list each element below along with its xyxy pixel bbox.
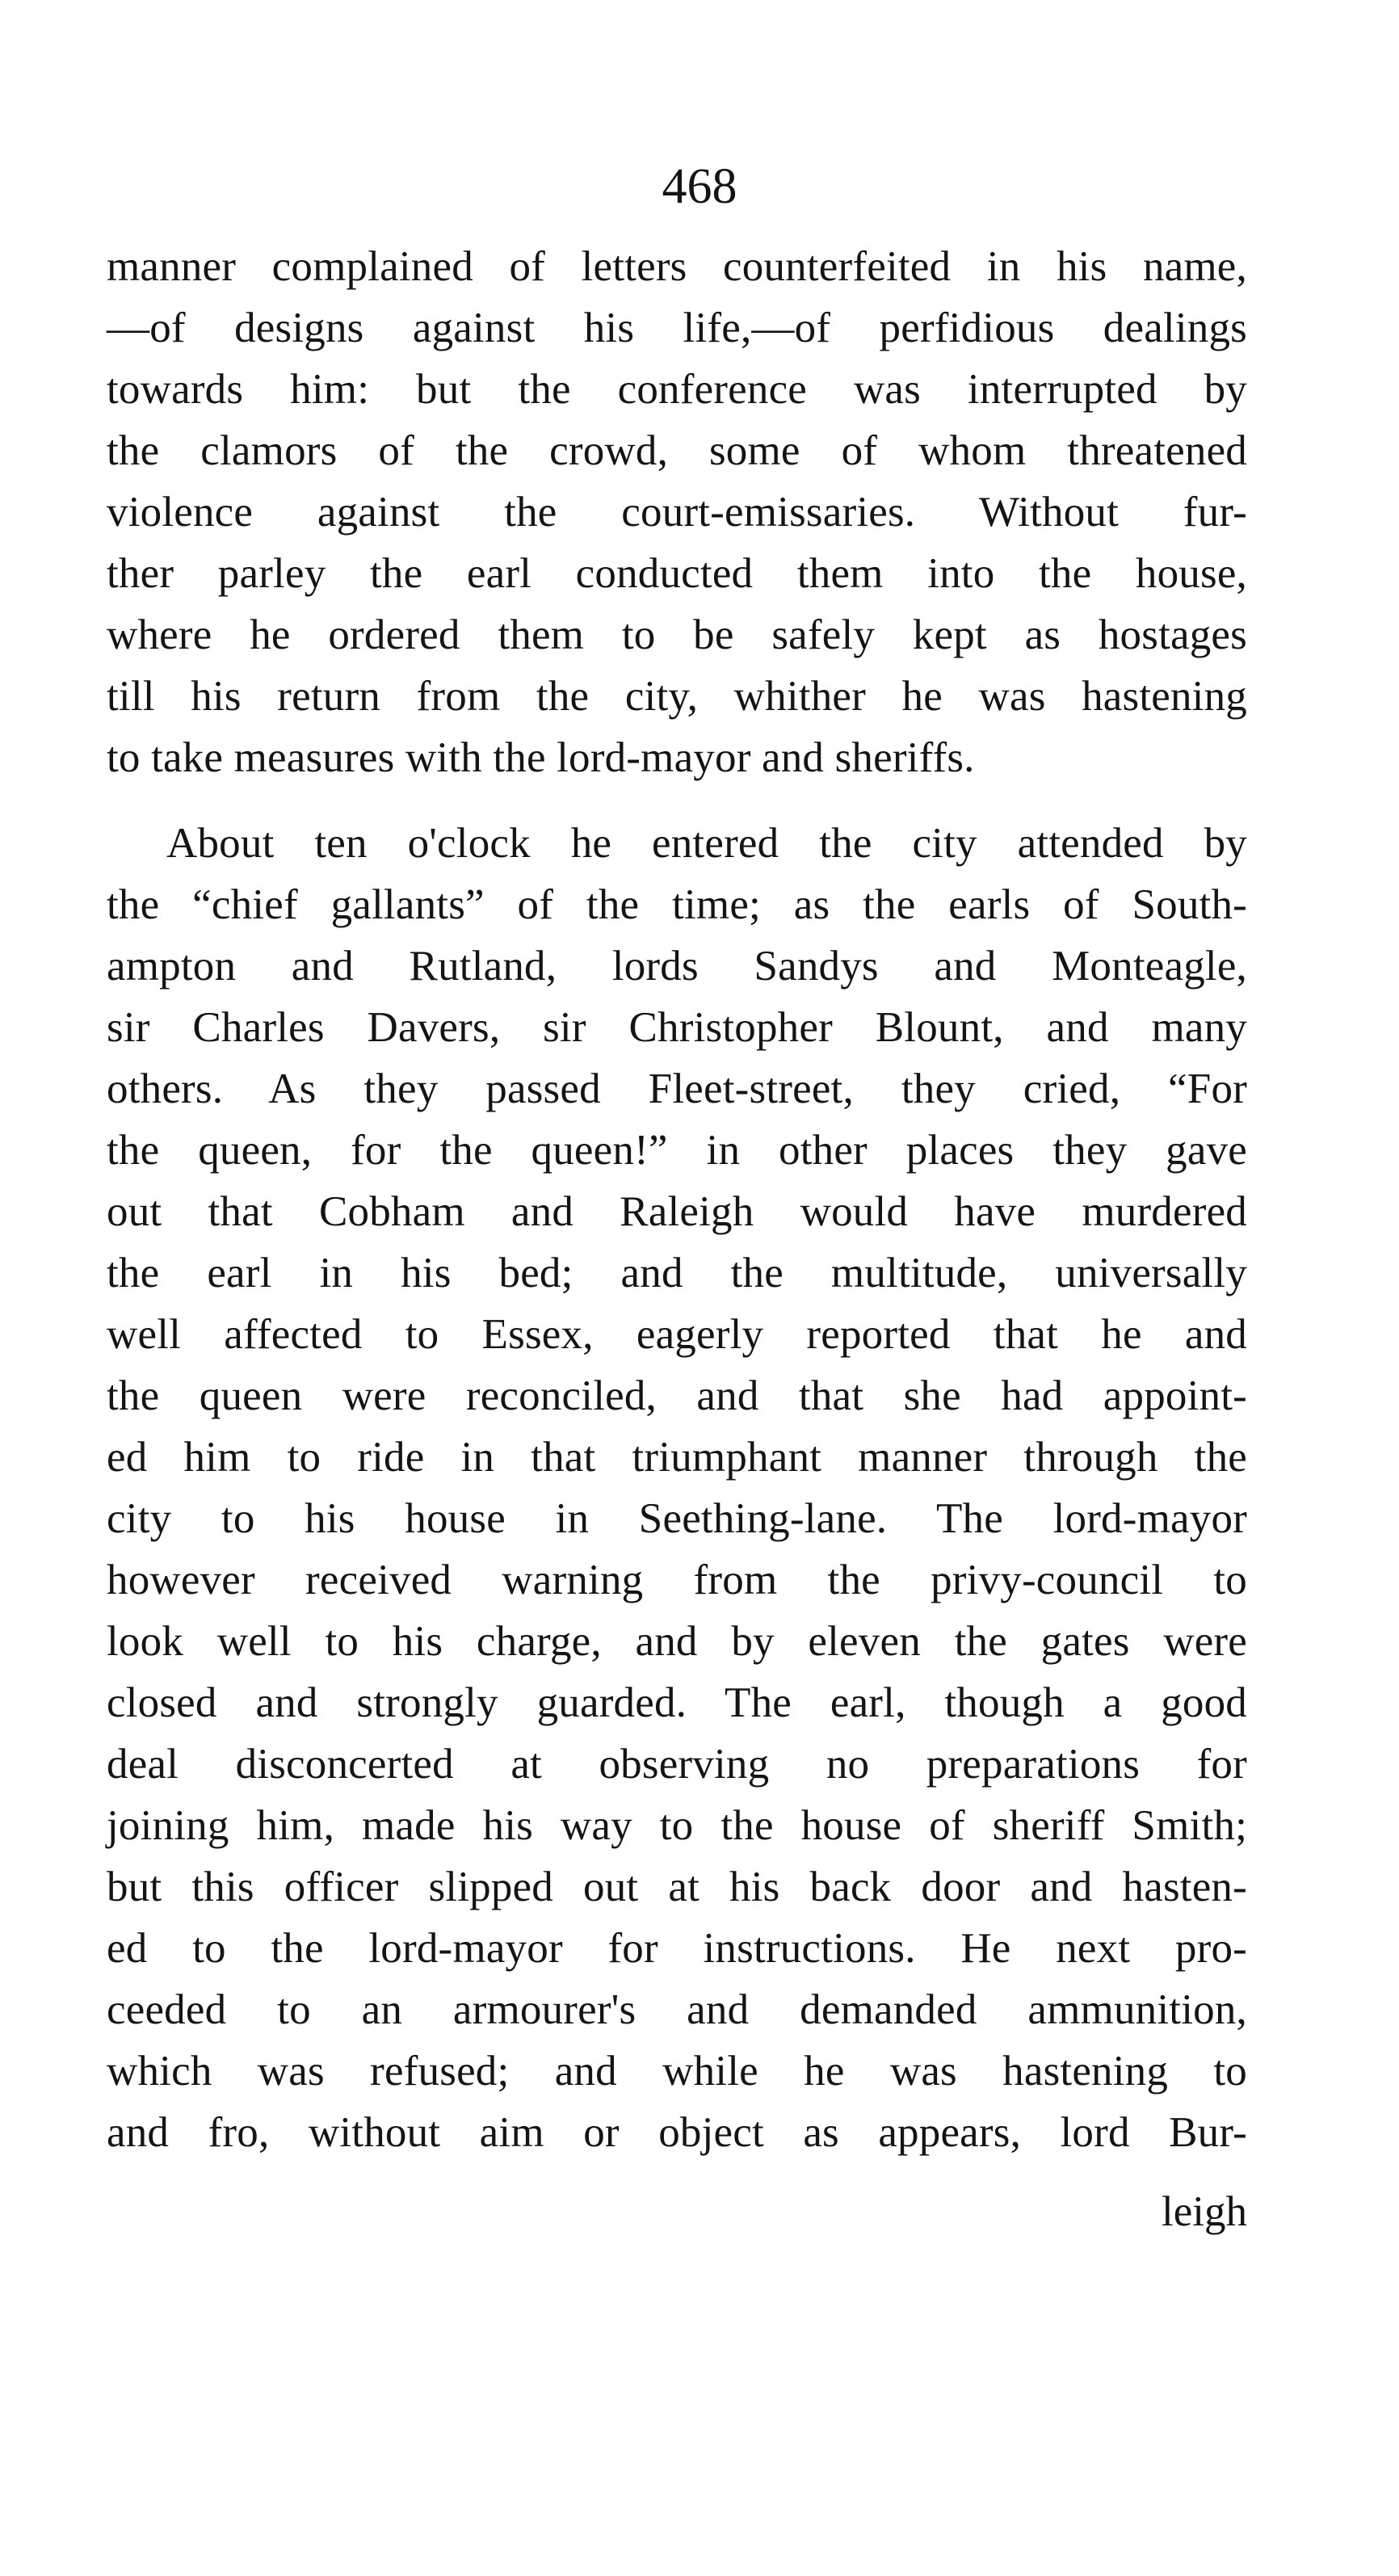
text-line: the “chief gallants” of the time; as the earls of South- xyxy=(107,881,1247,928)
text-line: manner complained of letters counterfeited in his name, xyxy=(107,243,1247,290)
text-line: but this officer slipped out at his back door and hasten- xyxy=(107,1864,1247,1910)
text-line: ed him to ride in that triumphant manner through the xyxy=(107,1434,1247,1481)
text-line: the queen, for the queen!” in other places they gave xyxy=(107,1127,1247,1174)
text-line: city to his house in Seething-lane. The lord-mayor xyxy=(107,1495,1247,1542)
text-line: ed to the lord-mayor for instructions. He next pro- xyxy=(107,1925,1247,1972)
text-line: joining him, made his way to the house of sheriff Smith; xyxy=(107,1802,1247,1849)
text-line: the clamors of the crowd, some of whom threatened xyxy=(107,427,1247,474)
text-line: deal disconcerted at observing no preparations for xyxy=(107,1741,1247,1788)
text-line: ceeded to an armourer's and demanded ammunition, xyxy=(107,1986,1247,2033)
page-number: 468 xyxy=(662,159,737,214)
text-line: where he ordered them to be safely kept as hostages xyxy=(107,611,1247,658)
text-line: ampton and Rutland, lords Sandys and Monteagle, xyxy=(107,943,1247,990)
text-line: to take measures with the lord-mayor and sheriffs. xyxy=(107,734,975,781)
text-line: well affected to Essex, eagerly reported that he and xyxy=(107,1311,1247,1358)
text-line: the queen were reconciled, and that she had appoint- xyxy=(107,1372,1247,1419)
text-line: towards him: but the conference was interrupted by xyxy=(107,366,1247,413)
text-line: About ten o'clock he entered the city attended by xyxy=(166,820,1247,867)
text-line: —of designs against his life,—of perfidious dealings xyxy=(107,305,1247,351)
text-line: however received warning from the privy-council to xyxy=(107,1557,1247,1603)
text-line: closed and strongly guarded. The earl, though a good xyxy=(107,1679,1247,1726)
text-line: the earl in his bed; and the multitude, universally xyxy=(107,1250,1247,1296)
text-line: and fro, without aim or object as appears, lord Bur- xyxy=(107,2109,1247,2156)
text-line: till his return from the city, whither he was hastening xyxy=(107,673,1247,720)
text-line: out that Cobham and Raleigh would have murdered xyxy=(107,1188,1247,1235)
text-line: look well to his charge, and by eleven the gates were xyxy=(107,1618,1247,1665)
catchword: leigh xyxy=(1162,2188,1247,2235)
text-line: sir Charles Davers, sir Christopher Blount, and many xyxy=(107,1004,1247,1051)
text-line: others. As they passed Fleet-street, they cried, “For xyxy=(107,1065,1247,1112)
text-line: violence against the court-emissaries. Without fur- xyxy=(107,489,1247,536)
text-line: which was refused; and while he was hastening to xyxy=(107,2048,1247,2095)
text-line: ther parley the earl conducted them into the house, xyxy=(107,550,1247,597)
